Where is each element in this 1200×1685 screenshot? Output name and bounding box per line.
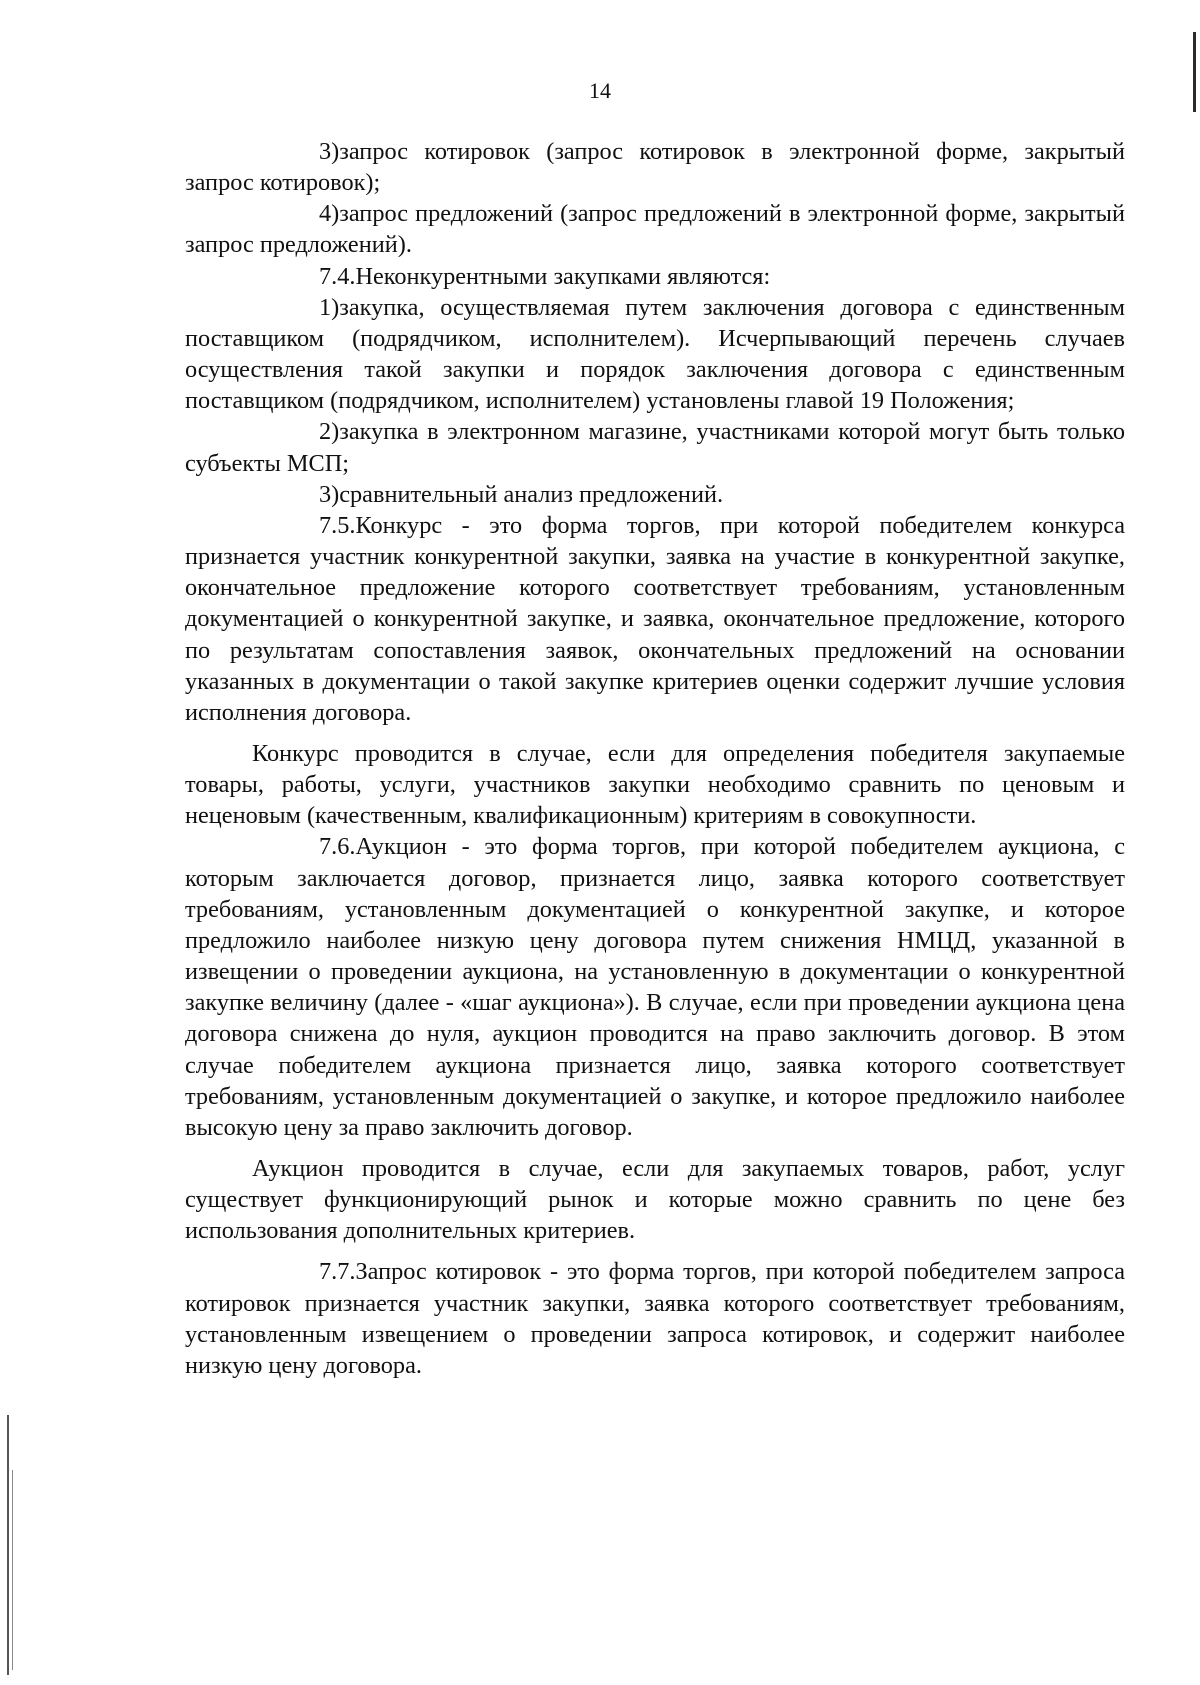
item-number: 1) [319, 293, 340, 321]
clause [185, 831, 1125, 1143]
item-number: 2) [319, 418, 340, 446]
item-number: 4) [319, 200, 340, 228]
list-item [185, 292, 1125, 417]
paragraph-text: Конкурс проводится в случае, если для определения победителя закупаемые товары, работы, услуги, участников закупки необходимо сравнить по ценовым и неценовым (качественным, квалификационным) критериям в совокупности. [185, 739, 1125, 830]
item-number: 3) [319, 138, 340, 165]
list-item [185, 479, 1125, 510]
item-number: 3) [319, 480, 340, 508]
list-item [185, 416, 1125, 478]
list-item [185, 136, 1125, 198]
clause-number: 7.5. [319, 511, 356, 539]
clause-text: Неконкурентными закупками являются: [355, 262, 771, 290]
paragraph [185, 738, 1125, 831]
clause [185, 261, 1125, 292]
scan-edge-mark [12, 1470, 13, 1670]
item-text: закупка в электронном магазине, участниками которой могут быть только субъекты МСП; [185, 418, 1125, 477]
clause-text: Запрос котировок - это форма торгов, при которой победителем запроса котировок признается участник закупки, заявка которого соответствует требованиям, установленным извещением о проведении запроса котировок, и содержит наиболее низкую цену договора. [185, 1258, 1125, 1379]
paragraph-text: Аукцион проводится в случае, если для закупаемых товаров, работ, услуг существует функционирующий рынок и которые можно сравнить по цене без использования дополнительных критериев. [185, 1155, 1125, 1245]
clause-number: 7.7. [319, 1258, 356, 1286]
clause-number: 7.4. [319, 262, 356, 290]
item-text: запрос котировок (запрос котировок в электронной форме, закрытый запрос котировок); [185, 138, 1125, 197]
clause-number: 7.6. [319, 833, 356, 861]
document-body [185, 136, 1125, 1381]
clause [185, 1256, 1125, 1381]
scan-edge-mark [7, 1415, 9, 1675]
item-text: сравнительный анализ предложений. [339, 480, 724, 508]
list-item [185, 198, 1125, 260]
paragraph [185, 1153, 1125, 1246]
clause [185, 510, 1125, 728]
clause-text: Конкурс - это форма торгов, при которой победителем конкурса признается участник конкурентной закупки, заявка на участие в конкурентной закупке, окончательное предложение которого соответствует требованиям, установленным документацией о конкурентной закупке, и заявка, окончательное предложение, которого по результатам сопоставления заявок, окончательных предложений на основании указанных в документации о такой закупке критериев оценки содержит лучшие условия исполнения договора. [185, 511, 1125, 726]
clause-text: Аукцион - это форма торгов, при которой победителем аукциона, с которым заключается договор, признается лицо, заявка которого соответствует требованиям, установленным документацией о конкурентной закупке, и которое предложило наиболее низкую цену договора путем снижения НМЦД, указанной в извещении о проведении аукциона, на установленную в документации о конкурентной закупке величину (далее - «шаг аукциона»). В случае, если при проведении аукциона цена договора снижена до нуля, аукцион проводится на право заключить договор. В этом случае победителем аукциона признается лицо, заявка которого соответствует требованиям, установленным документацией о закупке, и которое предложило наиболее высокую цену за право заключить договор. [185, 833, 1125, 1141]
page-number: 14 [589, 78, 611, 103]
item-text: закупка, осуществляемая путем заключения договора с единственным поставщиком (подрядчиком, исполнителем). Исчерпывающий перечень случаев осуществления такой закупки и порядок заключения договора с единственным поставщиком (подрядчиком, исполнителем) установлены главой 19 Положения; [185, 293, 1125, 415]
item-text: запрос предложений (запрос предложений в электронной форме, закрытый запрос предложений). [185, 200, 1125, 259]
